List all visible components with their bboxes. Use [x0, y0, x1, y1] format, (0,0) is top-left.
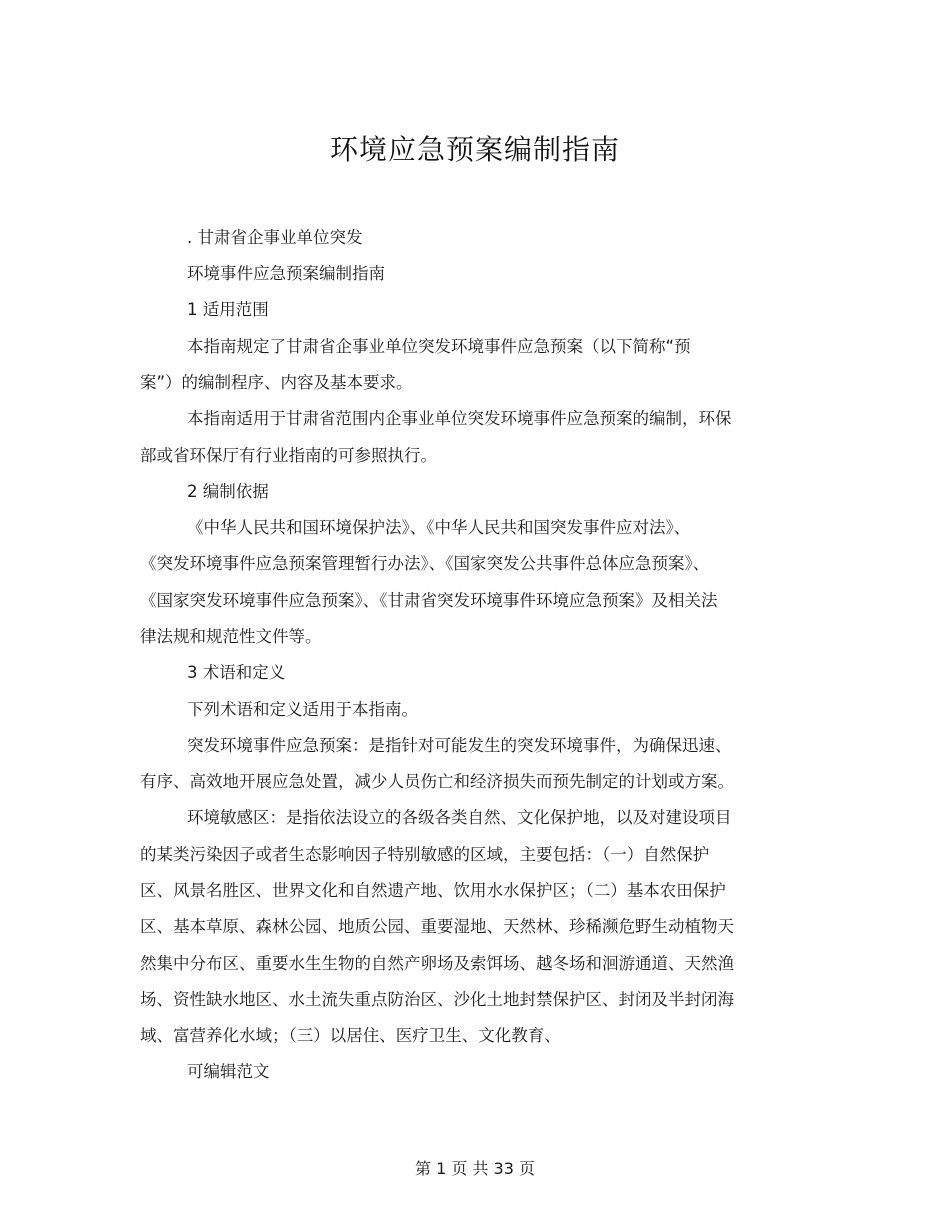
paragraph-line: 《国家突发环境事件应急预案》、《甘肃省突发环境事件环境应急预案》及相关法: [140, 591, 718, 610]
document-title: 环境应急预案编制指南: [329, 133, 620, 166]
paragraph-line: 律法规和规范性文件等。: [140, 627, 322, 646]
paragraph-line: 案”）的编制程序、内容及基本要求。: [140, 373, 413, 392]
paragraph-line: 然集中分布区、重要水生生物的自然产卵场及索饵场、越冬场和洄游通道、天然渔: [140, 954, 734, 973]
paragraph-line: 区、风景名胜区、世界文化和自然遗产地、饮用水水保护区；（二）基本农田保护: [140, 881, 726, 900]
section-heading: 1 适用范围: [187, 300, 269, 319]
paragraph-line: 区、基本草原、森林公园、地质公园、重要湿地、天然林、珍稀濒危野生动植物天: [140, 917, 734, 936]
paragraph-line: 《突发环境事件应急预案管理暂行办法》、《国家突发公共事件总体应急预案》、: [140, 554, 710, 573]
paragraph-line: 《中华人民共和国环境保护法》、《中华人民共和国突发事件应对法》、: [187, 518, 691, 537]
paragraph-line: 突发环境事件应急预案：是指针对可能发生的突发环境事件，为确保迅速、: [187, 736, 732, 755]
paragraph-line: 场、资性缺水地区、水土流失重点防治区、沙化土地封禁保护区、封闭及半封闭海: [140, 990, 734, 1009]
paragraph-line: 环境敏感区：是指依法设立的各级各类自然、文化保护地，以及对建设项目: [187, 808, 732, 827]
paragraph-line: 的某类污染因子或者生态影响因子特别敏感的区域，主要包括：（一）自然保护: [140, 845, 710, 864]
editable-note: 可编辑范文: [187, 1062, 270, 1081]
paragraph-line: 部或省环保厅有行业指南的可参照执行。: [140, 446, 437, 465]
paragraph-line: 本指南规定了甘肃省企事业单位突发环境事件应急预案（以下简称“预: [187, 337, 691, 356]
section-heading: 3 术语和定义: [187, 663, 286, 682]
section-heading: 2 编制依据: [187, 482, 269, 501]
paragraph-line: 有序、高效地开展应急处置，减少人员伤亡和经济损失而预先制定的计划或方案。: [140, 772, 734, 791]
heading-line: 环境事件应急预案编制指南: [187, 264, 385, 283]
heading-line: . 甘肃省企事业单位突发: [187, 228, 363, 247]
page-footer: 第 1 页 共 33 页: [415, 1159, 535, 1178]
paragraph-line: 域、富营养化水域；（三）以居住、医疗卫生、文化教育、: [140, 1026, 561, 1045]
paragraph-line: 下列术语和定义适用于本指南。: [187, 700, 418, 719]
paragraph-line: 本指南适用于甘肃省范围内企事业单位突发环境事件应急预案的编制，环保: [187, 409, 732, 428]
